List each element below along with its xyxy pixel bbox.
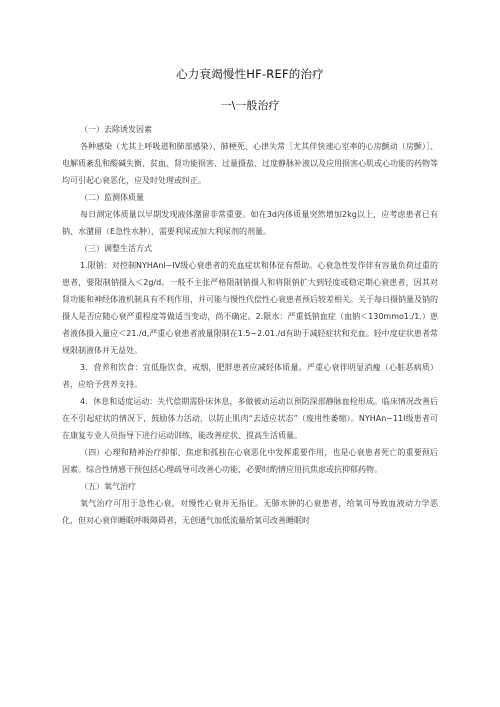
paragraph: 4．休息和适度运动：失代偿期需卧床休息，多做被动运动以预防深部静脉血栓形成。临床情况改善后在不引起症状的情况下，鼓励体力活动，以防止肌肉“去适应状态”（废用性萎缩）。NYHAn~11I级患者可在康复专业人员指导下进行运动训练，能改善症状、提高生活质量。	[62, 397, 438, 440]
section-heading: 一\一般治疗	[220, 99, 280, 112]
document-body	[62, 121, 438, 529]
subsection-heading: （一）去除诱发因素	[80, 125, 152, 134]
document-title: 心力衰竭慢性HF-REF的治疗	[176, 67, 324, 81]
paragraph: 每日测定体质量以早期发现液体潴留非常重要。如在3d内体质量突然增加2kg以上，应考虑患者已有钠、水潴留（E急性水肿），需要利尿或加大利尿剂的剂量。	[62, 210, 438, 236]
subsection-heading: （二）监测体质量	[80, 193, 144, 202]
subsection-heading: （五）氧气治疗	[80, 482, 136, 491]
paragraph: （四）心理和精神治疗抑郁、焦虑和孤独在心衰恶化中发挥重要作用，也是心衰患者死亡的重要预后因素。综合性情感干预包括心理疏导可改善心功能，必要时酌情应用抗焦虑或抗抑郁药物。	[62, 448, 438, 474]
paragraph: 1.限钠：对控制NYHAnl~IV级心衰患者的充血症状和体征有帮助。心衰急性发作伴有容量负荷过重的患者，要限制钠摄入＜2g/d。一般不主张严格限制钠摄人和将限钠扩大到轻度或稳定期心衰患者，因其对肾功能和神经体液机制具有不利作用，并可能与慢性代偿性心衰患者预后较差相关。关于每日摄钠量及钠的摄人是否应随心衰严重程度等做适当变动，尚不确定。2.限水：严重低钠血症（血钠＜130mmo1./1.）患者液体摄入量应＜21./d,严重心衰患者液量限制在1.5~2.01./d有助于减轻症状和充血。轻中度症状患者常规限制液体并无益处。	[62, 261, 438, 355]
paragraph: 3．营养和饮食：宜低脂饮食，戒烟，肥胖患者应减轻体质量。严重心衰伴明显消瘦（心脏恶病质）者，应给予营养支持。	[62, 363, 438, 389]
subsection-heading: （三）调整生活方式	[80, 244, 152, 253]
paragraph: 氧气治疗可用于急性心衰，对慢性心衰并无指征。无肺水肿的心衰患者，给氧可导致血液动力学恶化，但对心衰伴睡眠呼吸障碍者，无创通气加低流量给氧可改善睡眠时	[62, 499, 438, 525]
paragraph: 各种感染（尤其上呼吸道和肺部感染）、肺梗死、心律失常［尤其伴快速心室率的心房颤动（房颤）］、电解质紊乱和酸碱失衡、贫血、肾功能损害、过量摄盐、过度静脉补液以及应用损害心肌或心功能的药物等均可引起心衰恶化，应及时处理或纠正。	[62, 142, 438, 185]
